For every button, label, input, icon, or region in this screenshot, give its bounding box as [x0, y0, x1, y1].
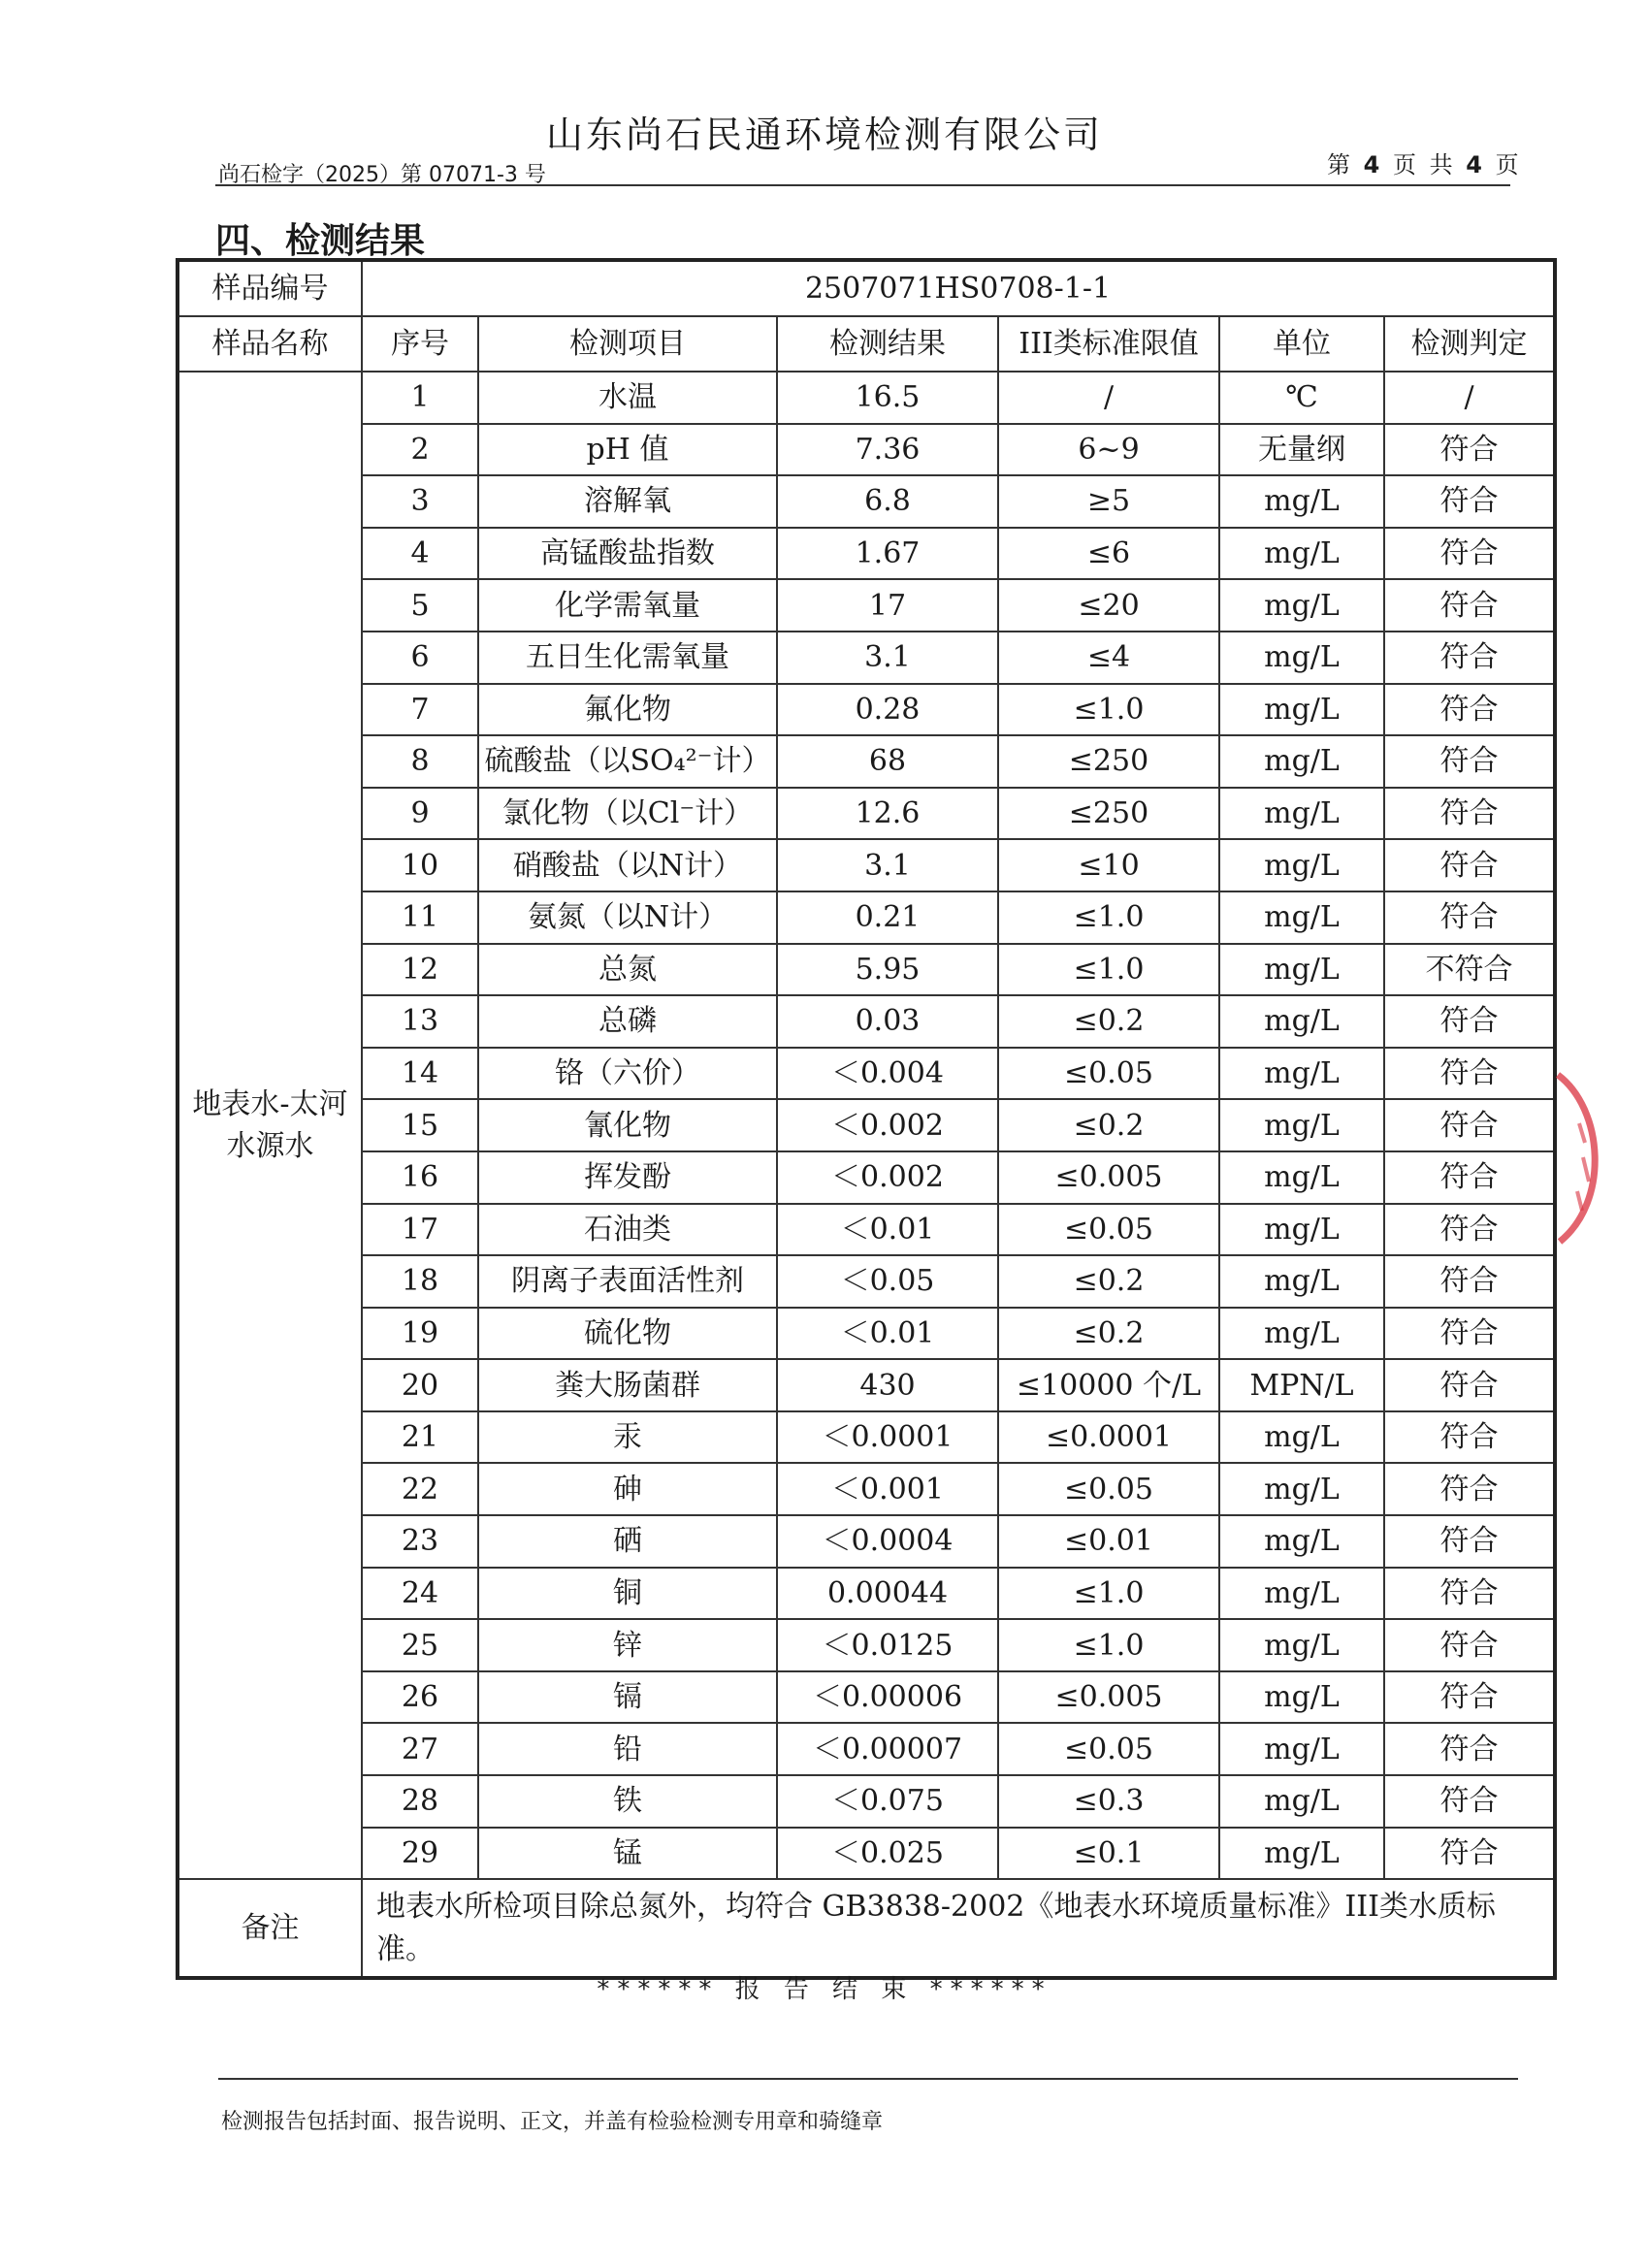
cell-item: 溶解氧: [478, 475, 777, 528]
cell-unit: mg/L: [1219, 1463, 1384, 1515]
cell-unit: mg/L: [1219, 1515, 1384, 1568]
header-rule: [215, 184, 1510, 186]
section-title: 四、检测结果: [215, 221, 426, 261]
cell-result: 6.8: [777, 475, 998, 528]
cell-judgment: 符合: [1384, 891, 1555, 944]
table-row: [178, 372, 1555, 424]
cell-unit: mg/L: [1219, 1828, 1384, 1880]
cell-result: 12.6: [777, 788, 998, 840]
cell-item: 铜: [478, 1568, 777, 1620]
table-row: [178, 1151, 1555, 1204]
table-row: [178, 1828, 1555, 1880]
cell-unit: mg/L: [1219, 579, 1384, 632]
cell-result: 17: [777, 579, 998, 632]
remark-text: 地表水所检项目除总氮外，均符合 GB3838-2002《地表水环境质量标准》III类水质标准。: [362, 1879, 1555, 1978]
table-row: [178, 1411, 1555, 1464]
cell-item: 总氮: [478, 944, 777, 996]
cell-judgment: 符合: [1384, 1359, 1555, 1411]
cell-judgment: 符合: [1384, 735, 1555, 788]
cell-result: ＜0.001: [777, 1463, 998, 1515]
cell-seq: 3: [362, 475, 478, 528]
cell-judgment: 符合: [1384, 684, 1555, 736]
cell-limit: ≤0.05: [998, 1723, 1219, 1775]
cell-unit: mg/L: [1219, 1151, 1384, 1204]
cell-seq: 29: [362, 1828, 478, 1880]
cell-item: 氯化物（以Cl⁻计）: [478, 788, 777, 840]
cell-judgment: 符合: [1384, 632, 1555, 684]
cell-unit: mg/L: [1219, 1204, 1384, 1256]
table-row: [178, 1723, 1555, 1775]
cell-item: 阴离子表面活性剂: [478, 1255, 777, 1308]
cell-limit: ≤1.0: [998, 944, 1219, 996]
page-prefix: 第: [1327, 151, 1353, 178]
cell-unit: mg/L: [1219, 1671, 1384, 1724]
cell-item: 水温: [478, 372, 777, 424]
table-row: [178, 1359, 1555, 1411]
sample-number-label: 样品编号: [178, 260, 362, 316]
results-table: [176, 258, 1557, 1980]
cell-unit: ℃: [1219, 372, 1384, 424]
cell-result: 3.1: [777, 632, 998, 684]
cell-judgment: 符合: [1384, 1308, 1555, 1360]
cell-judgment: 符合: [1384, 579, 1555, 632]
cell-item: 石油类: [478, 1204, 777, 1256]
cell-unit: mg/L: [1219, 1723, 1384, 1775]
cell-limit: ≤0.2: [998, 1255, 1219, 1308]
cell-seq: 18: [362, 1255, 478, 1308]
header-item: 检测项目: [478, 316, 777, 372]
cell-limit: ≤1.0: [998, 891, 1219, 944]
table-row: [178, 424, 1555, 476]
cell-judgment: 不符合: [1384, 944, 1555, 996]
cell-result: ＜0.025: [777, 1828, 998, 1880]
cell-result: ＜0.00007: [777, 1723, 998, 1775]
cell-seq: 27: [362, 1723, 478, 1775]
cell-seq: 23: [362, 1515, 478, 1568]
table-row: [178, 1619, 1555, 1671]
report-end-mark: ****** 报 告 结 束 ******: [597, 1975, 1052, 2004]
table-row: [178, 1775, 1555, 1828]
cell-seq: 12: [362, 944, 478, 996]
cell-unit: 无量纲: [1219, 424, 1384, 476]
cell-result: 3.1: [777, 839, 998, 891]
table-row: [178, 1048, 1555, 1100]
cell-seq: 4: [362, 528, 478, 580]
company-name: 山东尚石民通环境检测有限公司: [545, 113, 1103, 156]
table-row: [178, 735, 1555, 788]
cell-limit: ≤1.0: [998, 1619, 1219, 1671]
cell-seq: 22: [362, 1463, 478, 1515]
cell-item: 锰: [478, 1828, 777, 1880]
cell-item: 砷: [478, 1463, 777, 1515]
cell-result: 16.5: [777, 372, 998, 424]
cell-unit: mg/L: [1219, 891, 1384, 944]
cell-item: 氰化物: [478, 1099, 777, 1151]
table-row: [178, 1671, 1555, 1724]
cell-judgment: 符合: [1384, 1619, 1555, 1671]
header-judgment: 检测判定: [1384, 316, 1555, 372]
header-sample-name: 样品名称: [178, 316, 362, 372]
cell-limit: ≤0.2: [998, 1308, 1219, 1360]
page-indicator: [1327, 146, 1522, 179]
cell-result: 0.03: [777, 995, 998, 1048]
cell-seq: 5: [362, 579, 478, 632]
cell-unit: mg/L: [1219, 1255, 1384, 1308]
sample-number-row: [178, 260, 1555, 316]
table-row: [178, 579, 1555, 632]
cell-judgment: 符合: [1384, 1515, 1555, 1568]
cell-result: 7.36: [777, 424, 998, 476]
cell-judgment: /: [1384, 372, 1555, 424]
cell-unit: mg/L: [1219, 632, 1384, 684]
cell-item: 总磷: [478, 995, 777, 1048]
cell-judgment: 符合: [1384, 1775, 1555, 1828]
cell-seq: 11: [362, 891, 478, 944]
cell-unit: mg/L: [1219, 475, 1384, 528]
cell-judgment: 符合: [1384, 1411, 1555, 1464]
table-row: [178, 475, 1555, 528]
table-row: [178, 839, 1555, 891]
cell-seq: 14: [362, 1048, 478, 1100]
cell-judgment: 符合: [1384, 839, 1555, 891]
cell-limit: ≤0.05: [998, 1048, 1219, 1100]
cell-limit: ≤0.0001: [998, 1411, 1219, 1464]
cell-unit: mg/L: [1219, 1308, 1384, 1360]
table-row: [178, 684, 1555, 736]
cell-limit: ≤0.01: [998, 1515, 1219, 1568]
cell-result: 5.95: [777, 944, 998, 996]
cell-limit: ≤250: [998, 735, 1219, 788]
page-suffix: 页: [1495, 151, 1522, 178]
table-row: [178, 995, 1555, 1048]
sample-number-value: 2507071HS0708-1-1: [362, 260, 1555, 316]
page-current: 4: [1363, 151, 1383, 178]
table-row: [178, 1463, 1555, 1515]
table-row: [178, 944, 1555, 996]
cell-unit: mg/L: [1219, 1619, 1384, 1671]
sample-name-cell: 地表水-太河水源水: [178, 372, 362, 1879]
cell-seq: 2: [362, 424, 478, 476]
cell-seq: 21: [362, 1411, 478, 1464]
cell-seq: 1: [362, 372, 478, 424]
cell-result: ＜0.0001: [777, 1411, 998, 1464]
cell-result: ＜0.002: [777, 1151, 998, 1204]
header-limit: III类标准限值: [998, 316, 1219, 372]
footer-rule: [218, 2078, 1518, 2080]
cell-judgment: 符合: [1384, 1568, 1555, 1620]
cell-result: ＜0.0125: [777, 1619, 998, 1671]
cell-unit: mg/L: [1219, 1099, 1384, 1151]
cell-limit: ≤1.0: [998, 1568, 1219, 1620]
cell-unit: mg/L: [1219, 1048, 1384, 1100]
cell-seq: 10: [362, 839, 478, 891]
cell-unit: mg/L: [1219, 1568, 1384, 1620]
cell-result: ＜0.01: [777, 1308, 998, 1360]
cell-item: 硒: [478, 1515, 777, 1568]
table-row: [178, 1204, 1555, 1256]
cell-result: ＜0.002: [777, 1099, 998, 1151]
table-row: [178, 632, 1555, 684]
cell-limit: ≤6: [998, 528, 1219, 580]
cell-limit: ≥5: [998, 475, 1219, 528]
cell-item: 硫化物: [478, 1308, 777, 1360]
cell-limit: ≤20: [998, 579, 1219, 632]
cell-limit: ≤0.05: [998, 1463, 1219, 1515]
cell-result: 0.28: [777, 684, 998, 736]
cell-unit: mg/L: [1219, 1775, 1384, 1828]
cell-item: 铬（六价）: [478, 1048, 777, 1100]
header-row: [178, 316, 1555, 372]
cell-limit: ≤0.2: [998, 1099, 1219, 1151]
header-result: 检测结果: [777, 316, 998, 372]
cell-limit: ≤0.3: [998, 1775, 1219, 1828]
cell-unit: mg/L: [1219, 995, 1384, 1048]
table-row: [178, 891, 1555, 944]
cell-item: 五日生化需氧量: [478, 632, 777, 684]
cell-item: 粪大肠菌群: [478, 1359, 777, 1411]
cell-result: 68: [777, 735, 998, 788]
cell-item: 硫酸盐（以SO₄²⁻计）: [478, 735, 777, 788]
cell-item: 氟化物: [478, 684, 777, 736]
cell-unit: mg/L: [1219, 788, 1384, 840]
cell-item: pH 值: [478, 424, 777, 476]
cell-item: 挥发酚: [478, 1151, 777, 1204]
cell-limit: ≤10000 个/L: [998, 1359, 1219, 1411]
cell-judgment: 符合: [1384, 1723, 1555, 1775]
cell-unit: mg/L: [1219, 944, 1384, 996]
cell-limit: ≤1.0: [998, 684, 1219, 736]
cell-item: 锌: [478, 1619, 777, 1671]
table-row: [178, 528, 1555, 580]
cell-limit: ≤250: [998, 788, 1219, 840]
cell-limit: ≤0.005: [998, 1671, 1219, 1724]
cell-unit: mg/L: [1219, 1411, 1384, 1464]
cell-seq: 16: [362, 1151, 478, 1204]
cell-unit: mg/L: [1219, 839, 1384, 891]
cell-judgment: 符合: [1384, 1463, 1555, 1515]
cell-judgment: 符合: [1384, 1255, 1555, 1308]
cell-result: ＜0.004: [777, 1048, 998, 1100]
cell-seq: 24: [362, 1568, 478, 1620]
cell-result: 0.21: [777, 891, 998, 944]
cell-item: 汞: [478, 1411, 777, 1464]
cell-limit: ≤0.2: [998, 995, 1219, 1048]
cell-seq: 20: [362, 1359, 478, 1411]
page-mid: 页 共: [1392, 151, 1456, 178]
cell-seq: 7: [362, 684, 478, 736]
cell-result: ＜0.075: [777, 1775, 998, 1828]
cell-item: 化学需氧量: [478, 579, 777, 632]
footer-note: 检测报告包括封面、报告说明、正文，并盖有检验检测专用章和骑缝章: [221, 2110, 884, 2134]
cell-item: 铁: [478, 1775, 777, 1828]
remark-row: [178, 1879, 1555, 1978]
page-total: 4: [1466, 151, 1485, 178]
cell-unit: mg/L: [1219, 735, 1384, 788]
cell-judgment: 符合: [1384, 788, 1555, 840]
cell-seq: 15: [362, 1099, 478, 1151]
cell-limit: ≤10: [998, 839, 1219, 891]
cell-seq: 9: [362, 788, 478, 840]
cell-item: 镉: [478, 1671, 777, 1724]
table-row: [178, 1568, 1555, 1620]
cell-seq: 6: [362, 632, 478, 684]
cell-seq: 28: [362, 1775, 478, 1828]
table-row: [178, 788, 1555, 840]
cell-seq: 13: [362, 995, 478, 1048]
cell-limit: 6~9: [998, 424, 1219, 476]
remark-label: 备注: [178, 1879, 362, 1978]
cell-result: 430: [777, 1359, 998, 1411]
seal-stamp-icon: [1550, 1065, 1618, 1249]
cell-item: 高锰酸盐指数: [478, 528, 777, 580]
cell-result: ＜0.0004: [777, 1515, 998, 1568]
cell-judgment: 符合: [1384, 1151, 1555, 1204]
cell-item: 氨氮（以N计）: [478, 891, 777, 944]
cell-item: 铅: [478, 1723, 777, 1775]
table-row: [178, 1255, 1555, 1308]
cell-limit: ≤4: [998, 632, 1219, 684]
cell-unit: MPN/L: [1219, 1359, 1384, 1411]
cell-seq: 26: [362, 1671, 478, 1724]
cell-result: 1.67: [777, 528, 998, 580]
cell-unit: mg/L: [1219, 684, 1384, 736]
report-number: 尚石检字（2025）第 07071-3 号: [218, 163, 546, 187]
table-row: [178, 1515, 1555, 1568]
cell-seq: 25: [362, 1619, 478, 1671]
table-row: [178, 1099, 1555, 1151]
cell-judgment: 符合: [1384, 995, 1555, 1048]
header-seq: 序号: [362, 316, 478, 372]
cell-limit: ≤0.1: [998, 1828, 1219, 1880]
header-unit: 单位: [1219, 316, 1384, 372]
cell-judgment: 符合: [1384, 1099, 1555, 1151]
cell-judgment: 符合: [1384, 528, 1555, 580]
cell-judgment: 符合: [1384, 424, 1555, 476]
cell-result: ＜0.01: [777, 1204, 998, 1256]
cell-limit: ≤0.005: [998, 1151, 1219, 1204]
cell-judgment: 符合: [1384, 1048, 1555, 1100]
cell-judgment: 符合: [1384, 475, 1555, 528]
cell-result: ＜0.05: [777, 1255, 998, 1308]
cell-limit: ≤0.05: [998, 1204, 1219, 1256]
cell-seq: 17: [362, 1204, 478, 1256]
table-row: [178, 1308, 1555, 1360]
cell-result: ＜0.00006: [777, 1671, 998, 1724]
cell-seq: 8: [362, 735, 478, 788]
cell-result: 0.00044: [777, 1568, 998, 1620]
cell-judgment: 符合: [1384, 1671, 1555, 1724]
cell-judgment: 符合: [1384, 1204, 1555, 1256]
cell-judgment: 符合: [1384, 1828, 1555, 1880]
cell-unit: mg/L: [1219, 528, 1384, 580]
cell-seq: 19: [362, 1308, 478, 1360]
cell-item: 硝酸盐（以N计）: [478, 839, 777, 891]
cell-limit: /: [998, 372, 1219, 424]
